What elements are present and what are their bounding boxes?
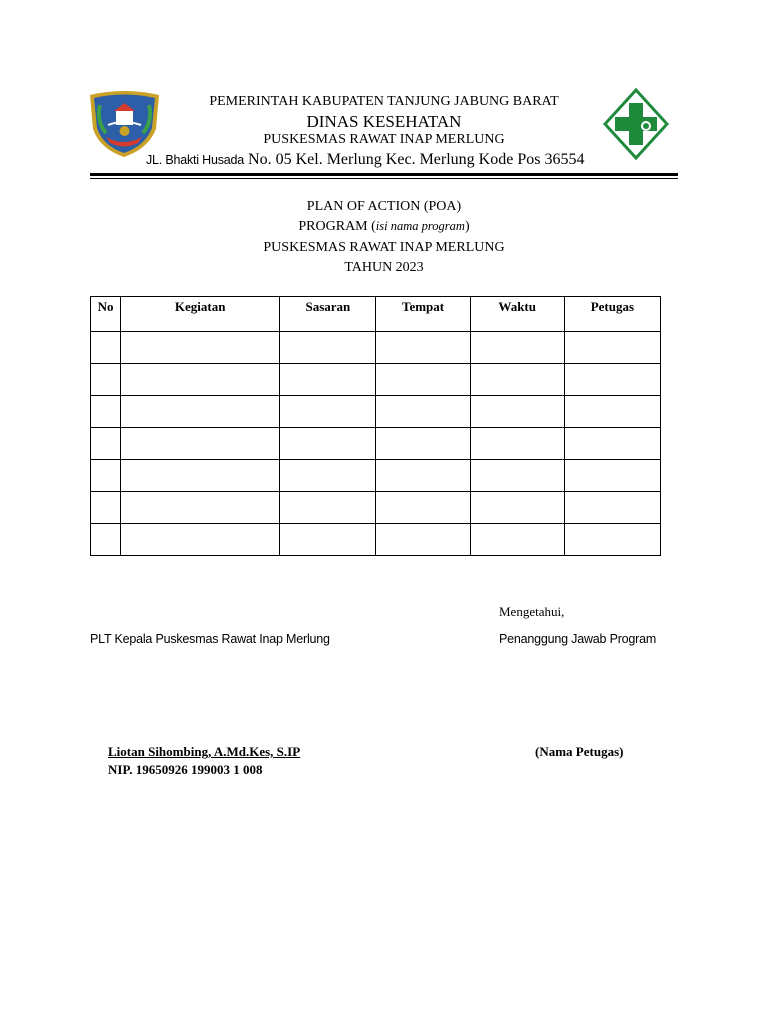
table-row bbox=[91, 428, 661, 460]
column-header-kegiatan: Kegiatan bbox=[121, 297, 280, 332]
address-street: JL. Bhakti Husada bbox=[146, 153, 245, 167]
program-placeholder: isi nama program bbox=[375, 219, 465, 233]
year-title: TAHUN 2023 bbox=[344, 260, 424, 275]
table-cell bbox=[91, 460, 121, 492]
table-cell bbox=[376, 492, 470, 524]
table-cell bbox=[470, 492, 564, 524]
table-cell bbox=[91, 332, 121, 364]
letterhead-facility: PUSKESMAS RAWAT INAP MERLUNG bbox=[263, 132, 505, 147]
table-row bbox=[91, 524, 661, 556]
table-cell bbox=[91, 364, 121, 396]
table-row bbox=[91, 364, 661, 396]
table-cell bbox=[280, 396, 376, 428]
table-cell bbox=[470, 524, 564, 556]
table-cell bbox=[121, 524, 280, 556]
table-cell bbox=[376, 396, 470, 428]
letterhead-divider-thick bbox=[90, 173, 678, 176]
table-cell bbox=[564, 460, 660, 492]
program-suffix: ) bbox=[464, 219, 470, 234]
table-cell bbox=[280, 524, 376, 556]
table-cell bbox=[564, 524, 660, 556]
table-cell bbox=[121, 332, 280, 364]
table-cell bbox=[564, 492, 660, 524]
table-cell bbox=[564, 428, 660, 460]
table-cell bbox=[280, 428, 376, 460]
letterhead-divider-thin bbox=[90, 178, 678, 179]
table-cell bbox=[564, 364, 660, 396]
table-cell bbox=[121, 428, 280, 460]
column-header-sasaran: Sasaran bbox=[280, 297, 376, 332]
table-cell bbox=[376, 364, 470, 396]
column-header-no: No bbox=[91, 297, 121, 332]
document-title: PLAN OF ACTION (POA) bbox=[306, 199, 462, 214]
table-cell bbox=[376, 460, 470, 492]
table-cell bbox=[121, 396, 280, 428]
letterhead-government: PEMERINTAH KABUPATEN TANJUNG JABUNG BARAT bbox=[209, 94, 559, 109]
table-row bbox=[91, 396, 661, 428]
table-cell bbox=[470, 428, 564, 460]
head-title: PLT Kepala Puskesmas Rawat Inap Merlung bbox=[90, 632, 330, 646]
letterhead-department: DINAS KESEHATAN bbox=[306, 112, 462, 131]
table-row bbox=[91, 460, 661, 492]
acknowledged-label: Mengetahui, bbox=[499, 604, 565, 619]
column-header-waktu: Waktu bbox=[470, 297, 564, 332]
head-nip: NIP. 19650926 199003 1 008 bbox=[108, 762, 263, 777]
table-cell bbox=[280, 364, 376, 396]
table-cell bbox=[470, 364, 564, 396]
table-cell bbox=[470, 396, 564, 428]
table-cell bbox=[121, 460, 280, 492]
facility-title: PUSKESMAS RAWAT INAP MERLUNG bbox=[263, 240, 505, 255]
program-prefix: PROGRAM ( bbox=[298, 219, 376, 234]
table-cell bbox=[564, 332, 660, 364]
table-cell bbox=[280, 332, 376, 364]
table-cell bbox=[376, 428, 470, 460]
table-cell bbox=[376, 524, 470, 556]
column-header-tempat: Tempat bbox=[376, 297, 470, 332]
program-title bbox=[0, 219, 768, 235]
table-cell bbox=[280, 492, 376, 524]
table-cell bbox=[376, 332, 470, 364]
table-cell bbox=[91, 524, 121, 556]
letterhead-address bbox=[146, 151, 584, 169]
table-cell bbox=[91, 428, 121, 460]
table-cell bbox=[470, 460, 564, 492]
table-cell bbox=[280, 460, 376, 492]
table-cell bbox=[470, 332, 564, 364]
table-cell bbox=[91, 492, 121, 524]
program-lead-name: (Nama Petugas) bbox=[535, 744, 624, 759]
poa-table bbox=[90, 296, 661, 556]
table-cell bbox=[121, 492, 280, 524]
head-name: Liotan Sihombing, A.Md.Kes, S.IP bbox=[108, 744, 301, 759]
table-row bbox=[91, 332, 661, 364]
table-row bbox=[91, 492, 661, 524]
table-header-row bbox=[91, 297, 661, 332]
address-detail: No. 05 Kel. Merlung Kec. Merlung Kode Pos 36554 bbox=[248, 151, 585, 168]
program-lead-title: Penanggung Jawab Program bbox=[499, 632, 657, 646]
column-header-petugas: Petugas bbox=[564, 297, 660, 332]
table-cell bbox=[121, 364, 280, 396]
table-cell bbox=[564, 396, 660, 428]
table-cell bbox=[91, 396, 121, 428]
